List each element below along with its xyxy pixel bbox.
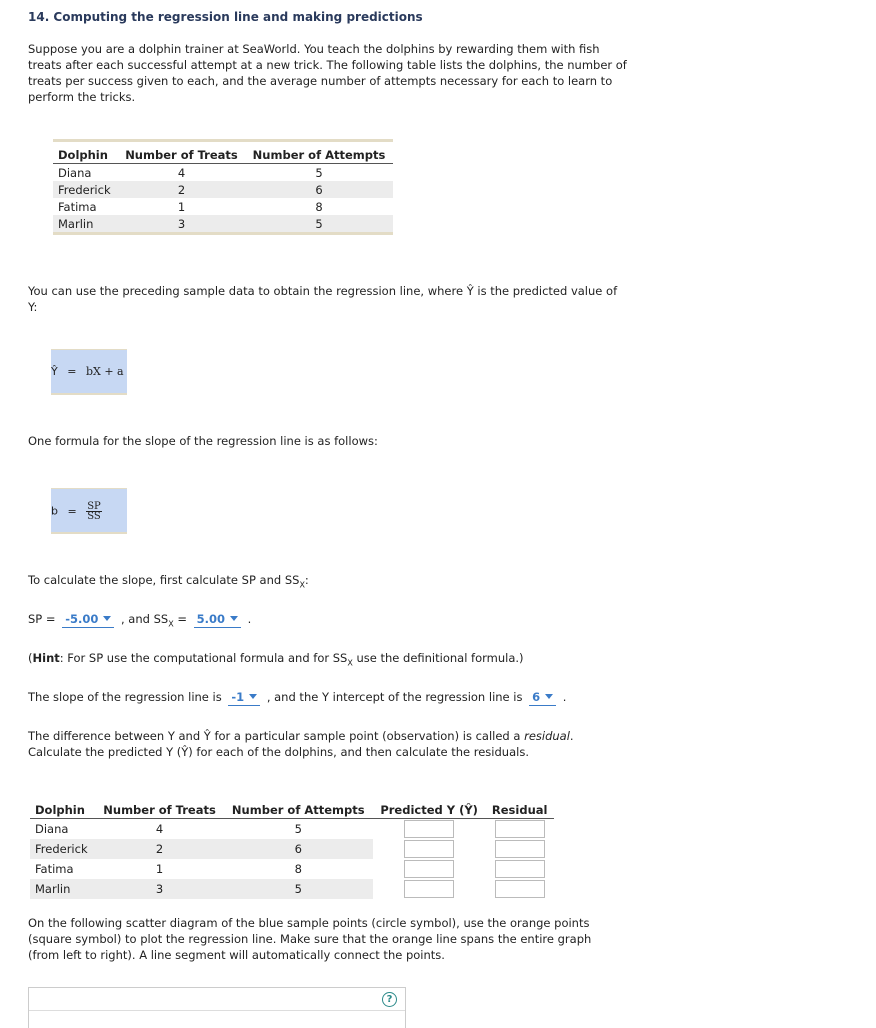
col-header-attempts: Number of Attempts: [224, 797, 373, 819]
dolphin-data-table: [53, 139, 393, 235]
regression-intro: You can use the preceding sample data to obtain the regression line, where Ŷ is the predicted value of Y:: [28, 284, 618, 314]
cell-treats: 4: [155, 822, 164, 836]
cell-attempts: 5: [224, 879, 373, 899]
cell-attempts: 5: [315, 165, 323, 180]
col-header-dolphin: Dolphin: [30, 797, 95, 819]
residual-definition: The difference between Y and Ŷ for a particular sample point (observation) is called a residual. Calculate the predicted Y (Ŷ) for each of the dolphins, and then calculate the residuals.: [28, 729, 574, 759]
table-row: [53, 198, 393, 215]
scatter-instructions: On the following scatter diagram of the blue sample points (circle symbol), use the orange points (square symbol) to plot the regression line. Make sure that the orange line spans the entire graph (from left to right). A line segment will automatically connect the points.: [28, 916, 592, 962]
formula-equals: =: [67, 365, 77, 378]
cell-treats: 3: [118, 215, 245, 232]
predicted-input[interactable]: [404, 880, 454, 898]
formula-yhat: Ŷ: [51, 365, 58, 378]
problem-title: 14. Computing the regression line and making predictions: [28, 10, 423, 24]
table-row: [30, 819, 554, 840]
regression-formula-box: [51, 349, 127, 395]
help-icon[interactable]: ?: [382, 992, 397, 1007]
cell-attempts: 5: [294, 822, 302, 836]
formula-denominator: SS: [87, 511, 101, 522]
slope-formula-box: [51, 488, 127, 534]
chevron-down-icon: [249, 694, 257, 699]
cell-attempts: 6: [245, 181, 393, 198]
slope-intro: One formula for the slope of the regression line is as follows:: [28, 434, 378, 448]
residual-input[interactable]: [495, 860, 545, 878]
col-header-residual: Residual: [485, 797, 554, 819]
cell-attempts: 5: [245, 215, 393, 232]
predicted-input[interactable]: [404, 820, 454, 838]
cell-dolphin: Fatima: [35, 862, 74, 876]
chevron-down-icon: [230, 616, 238, 621]
predicted-input[interactable]: [404, 840, 454, 858]
col-header-treats: Number of Treats: [95, 797, 223, 819]
cell-treats: 4: [177, 165, 186, 180]
hint-text: (Hint: For SP use the computational formula and for $SS_X$ use the definitional formula.): [28, 651, 524, 668]
cell-attempts: 8: [294, 862, 302, 876]
cell-dolphin: Diana: [58, 165, 92, 180]
cell-treats: 2: [118, 181, 245, 198]
cell-dolphin: Fatima: [58, 199, 97, 214]
cell-treats: 2: [95, 839, 223, 859]
residual-table: [30, 797, 554, 899]
slope-dropdown[interactable]: -1: [228, 689, 260, 706]
cell-treats: 1: [177, 199, 186, 214]
sp-label: SP =: [28, 612, 56, 626]
graph-divider: [29, 1010, 405, 1011]
intercept-dropdown[interactable]: 6: [529, 689, 556, 706]
table-row: [53, 181, 393, 198]
formula-numerator: SP: [87, 501, 101, 512]
formula-b: b: [51, 504, 58, 518]
col-header-attempts: Number of Attempts: [245, 142, 393, 164]
residual-input[interactable]: [495, 840, 545, 858]
cell-attempts: 6: [224, 839, 373, 859]
cell-dolphin: Diana: [35, 822, 69, 836]
cell-treats: 3: [95, 879, 223, 899]
col-header-dolphin: Dolphin: [53, 142, 118, 164]
predicted-input[interactable]: [404, 860, 454, 878]
table-row: [53, 164, 393, 182]
col-header-predicted: Predicted Y (Ŷ): [373, 797, 486, 819]
table-row: [30, 839, 554, 859]
cell-dolphin: Frederick: [53, 181, 118, 198]
ssx-dropdown[interactable]: 5.00: [194, 611, 241, 628]
cell-attempts: 8: [315, 199, 323, 214]
formula-rhs: bX + a: [85, 365, 124, 378]
slope-intercept-row: The slope of the regression line is -1 , and the Y intercept of the regression line is 6 .: [28, 690, 567, 704]
scatter-graph-panel[interactable]: [28, 987, 406, 1028]
cell-dolphin: Marlin: [53, 215, 118, 232]
table-row: [30, 859, 554, 879]
table-row: [30, 879, 554, 899]
cell-treats: 1: [155, 862, 164, 876]
sp-ss-row: SP = -5.00 , and $SS_X = 5.00$ .: [28, 612, 252, 629]
residual-input[interactable]: [495, 880, 545, 898]
table-row: [53, 215, 393, 232]
and-ss-label: , and $SS_X$ =: [121, 612, 187, 629]
sp-dropdown[interactable]: -5.00: [62, 611, 114, 628]
cell-dolphin: Frederick: [30, 839, 95, 859]
formula-equals: =: [67, 504, 77, 518]
residual-input[interactable]: [495, 820, 545, 838]
col-header-treats: Number of Treats: [118, 142, 245, 164]
intro-paragraph: Suppose you are a dolphin trainer at SeaWorld. You teach the dolphins by rewarding them with fish treats after each successful attempt at a new trick. The following table lists the dolphins, the number of treats per success given to each, and the average number of attempts necessary for each to learn to perform the tricks.: [28, 42, 627, 104]
chevron-down-icon: [103, 616, 111, 621]
cell-dolphin: Marlin: [30, 879, 95, 899]
calc-instruction: To calculate the slope, first calculate SP and $SS_X$:: [28, 573, 309, 590]
chevron-down-icon: [545, 694, 553, 699]
